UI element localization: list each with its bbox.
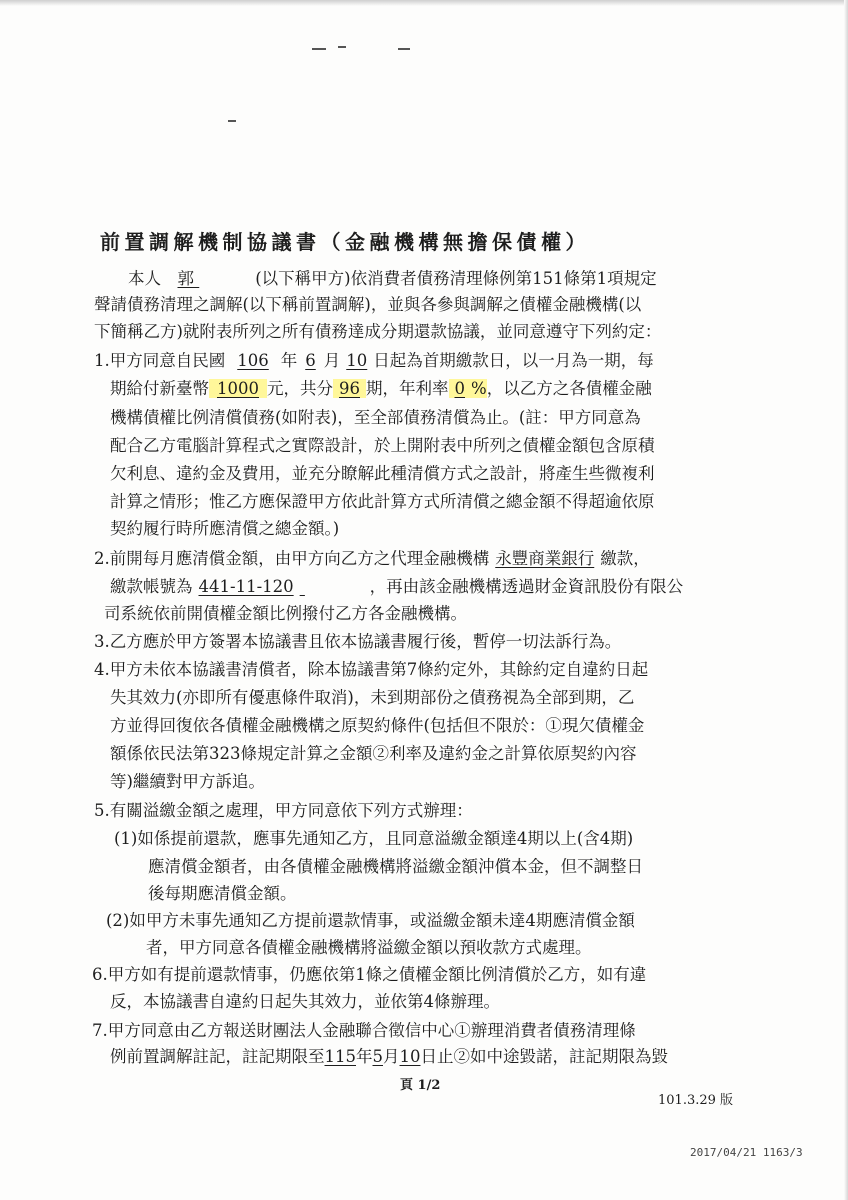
clause-5-sub-1-line-1: (1)如係提前還款，應事先通知乙方，且同意溢繳金額達4期以上(含4期) [114, 829, 634, 848]
scan-edge-top [0, 0, 848, 6]
agent-bank: 永豐商業銀行 [495, 549, 595, 568]
clause-5-sub-1-line-3: 後每期應清償金額。 [148, 884, 297, 903]
installment-count: 96 [333, 379, 366, 398]
start-year: 106 [237, 351, 269, 370]
clause-2-text: 繳款， [600, 549, 650, 568]
party-a-name: 郭 [177, 269, 194, 288]
clause-1-line-7: 契約履行時所應清償之總金額。) [110, 519, 340, 538]
clause-4-line-1: 4.甲方未依本協議書清償者，除本協議書第7條約定外，其餘約定自違約日起 [94, 660, 649, 679]
record-end-month: 5 [372, 1047, 383, 1066]
scan-speck [398, 48, 410, 50]
clause-7-text: 例前置調解註記，註記期限至 [110, 1047, 325, 1066]
clause-5-sub-1-line-2: 應清償金額者，由各債權金融機構將溢繳金額沖償本金，但不調整日 [148, 857, 643, 876]
clause-4-line-4: 額係依民法第323條規定計算之金額②利率及違約金之計算依原契約內容 [110, 744, 637, 763]
account-number: 441-11-120 [198, 577, 294, 596]
clause-1-line-3: 機構債權比例清償債務(如附表)，至全部債務清償為止。(註：甲方同意為 [110, 408, 641, 427]
intro-line-3: 下簡稱乙方)就附表所列之所有債務達成分期還款協議，並同意遵守下列約定： [94, 322, 662, 341]
clause-1-text: 元，共分 [267, 379, 333, 398]
clause-5-sub-2-line-2: 者，甲方同意各債權金融機構將溢繳金額以預收款方式處理。 [146, 938, 592, 957]
scan-speck [228, 120, 236, 122]
clause-4-line-5: 等)繼續對甲方訴追。 [110, 772, 265, 791]
record-end-day: 10 [399, 1047, 421, 1066]
record-end-year: 115 [324, 1047, 356, 1066]
clause-1-line-5: 欠利息、違約金及費用，並充分瞭解此種清償方式之設計，將產生些微複利 [110, 464, 655, 483]
monthly-amount: 1000 [209, 379, 267, 398]
start-month: 6 [305, 351, 316, 370]
fax-stamp: 2017/04/21 1163/3 [690, 1146, 803, 1159]
year-label: 年 [356, 1047, 373, 1066]
clause-6-line-1: 6.甲方如有提前還款情事，仍應依第1條之債權金額比例清償於乙方，如有違 [92, 965, 647, 984]
clause-1-line-1 [94, 352, 654, 370]
month-label: 月 [383, 1047, 400, 1066]
clause-7-text: 日止②如中途毀諾，註記期限為毀 [420, 1047, 668, 1066]
interest-rate: 0 [449, 379, 472, 398]
intro-line-2: 聲請債務清理之調解(以下稱前置調解)，並與各參與調解之債權金融機構(以 [94, 295, 642, 314]
scan-edge-right [844, 0, 848, 1200]
clause-5-sub-2-line-1: (2)如甲方未事先通知乙方提前還款情事，或溢繳金額未達4期應清償金額 [106, 911, 635, 930]
percent-sign: % [471, 379, 487, 398]
clause-1-text: 1.甲方同意自民國 [94, 351, 226, 370]
clause-5-line-1: 5.有關溢繳金額之處理，甲方同意依下列方式辦理： [94, 801, 473, 820]
form-version: 101.3.29 版 [658, 1093, 734, 1108]
clause-2-text: 繳款帳號為 [110, 577, 193, 596]
scan-speck [338, 46, 346, 48]
clause-2-text: ，再由該金融機構透過財金資訊股份有限公 [369, 577, 684, 596]
clause-3: 3.乙方應於甲方簽署本協議書且依本協議書履行後，暫停一切法訴行為。 [94, 632, 622, 651]
clause-7-line-1: 7.甲方同意由乙方報送財團法人金融聯合徵信中心①辦理消費者債務清理條 [92, 1021, 636, 1040]
clause-1-text: 期，年利率 [366, 379, 449, 398]
clause-1-text: 期給付新臺幣 [110, 379, 209, 398]
clause-7-line-2 [110, 1048, 668, 1066]
clause-1-line-6: 計算之情形；惟乙方應保證甲方依此計算方式所清償之總金額不得超逾依原 [110, 492, 655, 511]
clause-2-line-1 [94, 550, 650, 568]
clause-1-line-4: 配合乙方電腦計算程式之實際設計，於上開附表中所列之債權金額包含原積 [110, 436, 655, 455]
clause-4-line-3: 方並得回復依各債權金融機構之原契約條件(包括但不限於：①現欠債權金 [110, 716, 645, 735]
clause-2-line-2 [110, 578, 683, 596]
scan-speck [312, 48, 326, 50]
clause-4-line-2: 失其效力(亦即所有優惠條件取消)，未到期部份之債務視為全部到期，乙 [110, 688, 635, 707]
clause-1-line-2 [110, 380, 652, 398]
start-day: 10 [346, 351, 368, 370]
clause-1-text: 日起為首期繳款日，以一月為一期，每 [373, 351, 654, 370]
clause-6-line-2: 反，本協議書自違約日起失其效力，並依第4條辦理。 [110, 992, 500, 1011]
document-title: 前置調解機制協議書（金融機構無擔保債權） [100, 230, 590, 254]
intro-line-1 [128, 270, 657, 288]
year-label: 年 [280, 351, 298, 370]
month-label: 月 [323, 351, 341, 370]
intro-prefix: 本人 [128, 269, 161, 288]
clause-1-text: ，以乙方之各債權金融 [486, 379, 652, 398]
intro-line-1-text: (以下稱甲方)依消費者債務清理條例第151條第1項規定 [255, 269, 657, 288]
page-number: 頁 1/2 [400, 1078, 441, 1093]
clause-2-text: 2.前開每月應清償金額，由甲方向乙方之代理金融機構 [94, 549, 490, 568]
clause-2-line-3: 司系統依前開債權金額比例撥付乙方各金融機構。 [104, 604, 467, 623]
